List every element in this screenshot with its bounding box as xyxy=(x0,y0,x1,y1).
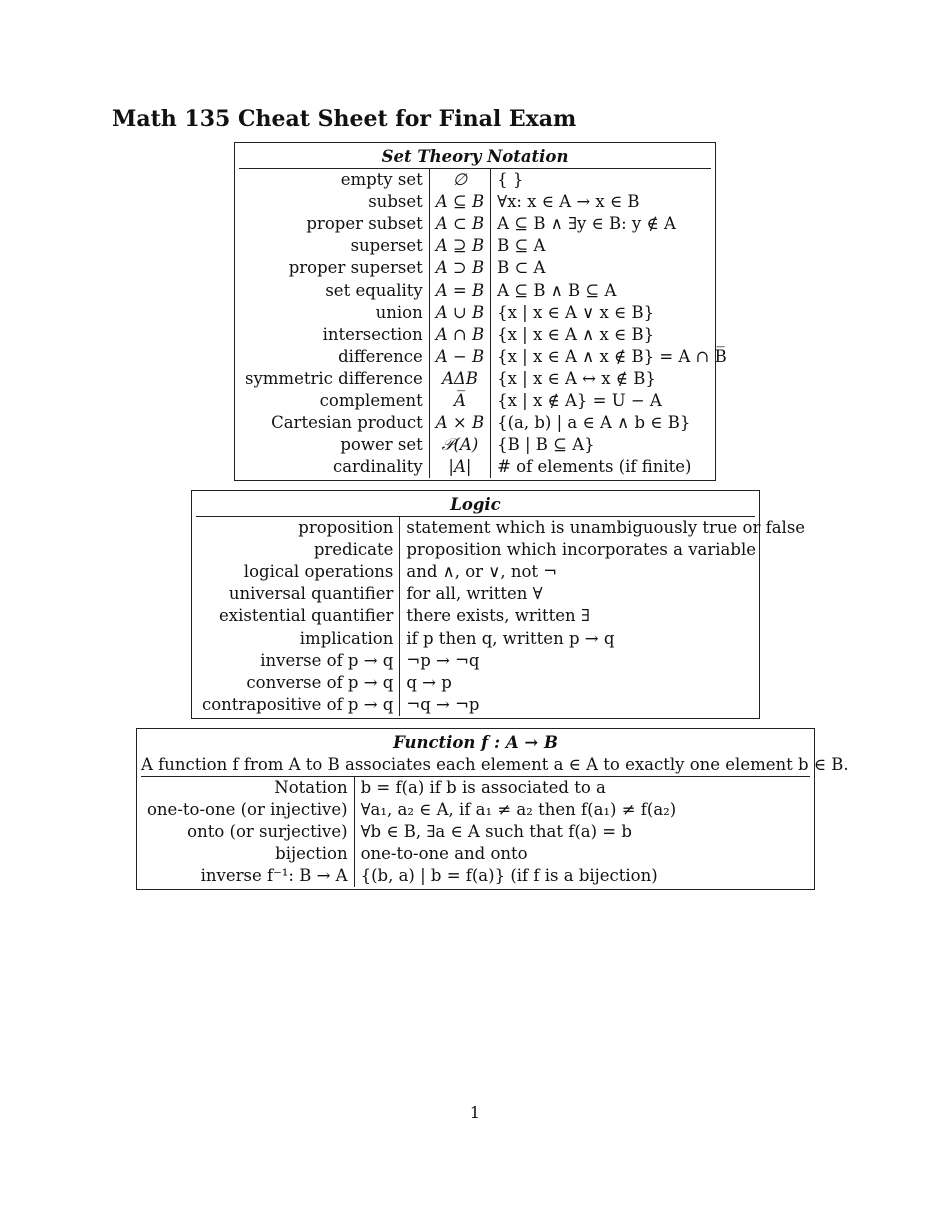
definition-cell: {x | x ∈ A ∧ x ∉ B} = A ∩ B̅ xyxy=(497,346,727,366)
definition-cell: for all, written ∀ xyxy=(406,584,543,604)
table-row xyxy=(141,799,810,821)
symbol-cell: A − B xyxy=(429,346,490,368)
definition-cell: q → p xyxy=(406,672,452,692)
symbol-cell: A ∪ B xyxy=(429,302,490,324)
definition-cell: { } xyxy=(497,170,524,190)
table-row xyxy=(239,390,733,412)
definition-cell: # of elements (if finite) xyxy=(497,457,692,477)
definition-cell: A ⊆ B ∧ B ⊆ A xyxy=(497,280,617,300)
symbol-cell: A × B xyxy=(429,412,490,434)
table-row xyxy=(239,213,733,235)
definition-cell: B ⊆ A xyxy=(497,236,546,256)
table-row xyxy=(196,672,811,694)
definition-cell: one-to-one and onto xyxy=(360,844,528,864)
term-cell: proper superset xyxy=(239,257,429,279)
definition-cell: A ⊆ B ∧ ∃y ∈ B: y ∉ A xyxy=(497,214,676,234)
set-theory-table xyxy=(234,142,727,481)
definition-cell: {x | x ∈ A ∧ x ∈ B} xyxy=(497,324,655,344)
definition-cell: ∀x: x ∈ A → x ∈ B xyxy=(497,192,640,212)
table-row xyxy=(196,561,811,583)
logic-heading: Logic xyxy=(196,494,755,517)
logic-table xyxy=(191,490,806,719)
term-cell: logical operations xyxy=(196,561,400,583)
table-row xyxy=(196,605,811,627)
definition-cell: proposition which incorporates a variable xyxy=(406,540,756,560)
table-row xyxy=(196,627,811,649)
term-cell: Notation xyxy=(141,777,354,799)
definition-cell: if p then q, written p → q xyxy=(406,628,615,648)
table-row xyxy=(239,191,733,213)
term-cell: empty set xyxy=(239,169,429,191)
table-row xyxy=(239,302,733,324)
term-cell: Cartesian product xyxy=(239,412,429,434)
definition-cell: {(a, b) | a ∈ A ∧ b ∈ B} xyxy=(497,413,691,433)
definition-cell: {x | x ∈ A ∨ x ∈ B} xyxy=(497,302,655,322)
symbol-cell: A ⊆ B xyxy=(429,191,490,213)
term-cell: onto (or surjective) xyxy=(141,821,354,843)
symbol-cell: A ⊃ B xyxy=(429,257,490,279)
symbol-cell: AΔB xyxy=(429,368,490,390)
set-theory-heading: Set Theory Notation xyxy=(239,146,711,169)
table-row xyxy=(141,777,810,799)
definition-cell: ∀a₁, a₂ ∈ A, if a₁ ≠ a₂ then f(a₁) ≠ f(a₂) xyxy=(360,800,677,820)
table-row xyxy=(141,821,810,843)
definition-cell: B ⊂ A xyxy=(497,258,546,278)
symbol-cell: A̅ xyxy=(429,390,490,412)
table-row xyxy=(239,412,733,434)
definition-cell: ∀b ∈ B, ∃a ∈ A such that f(a) = b xyxy=(360,822,632,842)
table-row xyxy=(196,583,811,605)
definition-cell: {x | x ∈ A ↔ x ∉ B} xyxy=(497,368,656,388)
function-description: A function f from A to B associates each element a ∈ A to exactly one element b ∈ B. xyxy=(141,754,810,777)
table-row xyxy=(141,865,810,887)
table-row xyxy=(196,650,811,672)
definition-cell: {x | x ∉ A} = U − A xyxy=(497,390,662,410)
term-cell: complement xyxy=(239,390,429,412)
term-cell: subset xyxy=(239,191,429,213)
term-cell: proper subset xyxy=(239,213,429,235)
table-row xyxy=(239,257,733,279)
term-cell: superset xyxy=(239,235,429,257)
page-number: 1 xyxy=(469,1103,481,1122)
term-cell: cardinality xyxy=(239,456,429,478)
symbol-cell: |A| xyxy=(429,456,490,478)
table-row xyxy=(239,324,733,346)
definition-cell: {B | B ⊆ A} xyxy=(497,435,595,455)
page-title: Math 135 Cheat Sheet for Final Exam xyxy=(112,106,577,132)
term-cell: predicate xyxy=(196,539,400,561)
symbol-cell: A ⊇ B xyxy=(429,235,490,257)
term-cell: proposition xyxy=(196,517,400,539)
term-cell: symmetric difference xyxy=(239,368,429,390)
table-row xyxy=(239,434,733,456)
table-row xyxy=(239,235,733,257)
term-cell: inverse f⁻¹: B → A xyxy=(141,865,354,887)
term-cell: intersection xyxy=(239,324,429,346)
term-cell: contrapositive of p → q xyxy=(196,694,400,716)
term-cell: difference xyxy=(239,346,429,368)
symbol-cell: A ∩ B xyxy=(429,324,490,346)
table-row xyxy=(239,279,733,301)
term-cell: power set xyxy=(239,434,429,456)
table-row xyxy=(196,539,811,561)
table-row xyxy=(141,843,810,865)
term-cell: existential quantifier xyxy=(196,605,400,627)
symbol-cell: A = B xyxy=(429,279,490,301)
table-row xyxy=(196,694,811,716)
term-cell: inverse of p → q xyxy=(196,650,400,672)
definition-cell: b = f(a) if b is associated to a xyxy=(360,778,606,798)
table-row xyxy=(239,169,733,191)
symbol-cell: 𝒫(A) xyxy=(429,434,490,456)
function-table xyxy=(136,728,849,890)
term-cell: universal quantifier xyxy=(196,583,400,605)
table-row xyxy=(196,517,811,539)
term-cell: implication xyxy=(196,627,400,649)
symbol-cell: A ⊂ B xyxy=(429,213,490,235)
definition-cell: {(b, a) | b = f(a)} (if f is a bijection) xyxy=(360,866,658,886)
table-row xyxy=(239,346,733,368)
definition-cell: ¬p → ¬q xyxy=(406,650,480,670)
definition-cell: statement which is unambiguously true or false xyxy=(406,518,806,538)
function-heading: Function f : A → B xyxy=(393,733,558,752)
table-row xyxy=(239,368,733,390)
term-cell: one-to-one (or injective) xyxy=(141,799,354,821)
symbol-cell: ∅ xyxy=(429,169,490,191)
definition-cell: ¬q → ¬p xyxy=(406,694,480,714)
table-row xyxy=(239,456,733,478)
term-cell: converse of p → q xyxy=(196,672,400,694)
definition-cell: there exists, written ∃ xyxy=(406,606,590,626)
term-cell: union xyxy=(239,302,429,324)
term-cell: set equality xyxy=(239,279,429,301)
term-cell: bijection xyxy=(141,843,354,865)
definition-cell: and ∧, or ∨, not ¬ xyxy=(406,562,558,582)
